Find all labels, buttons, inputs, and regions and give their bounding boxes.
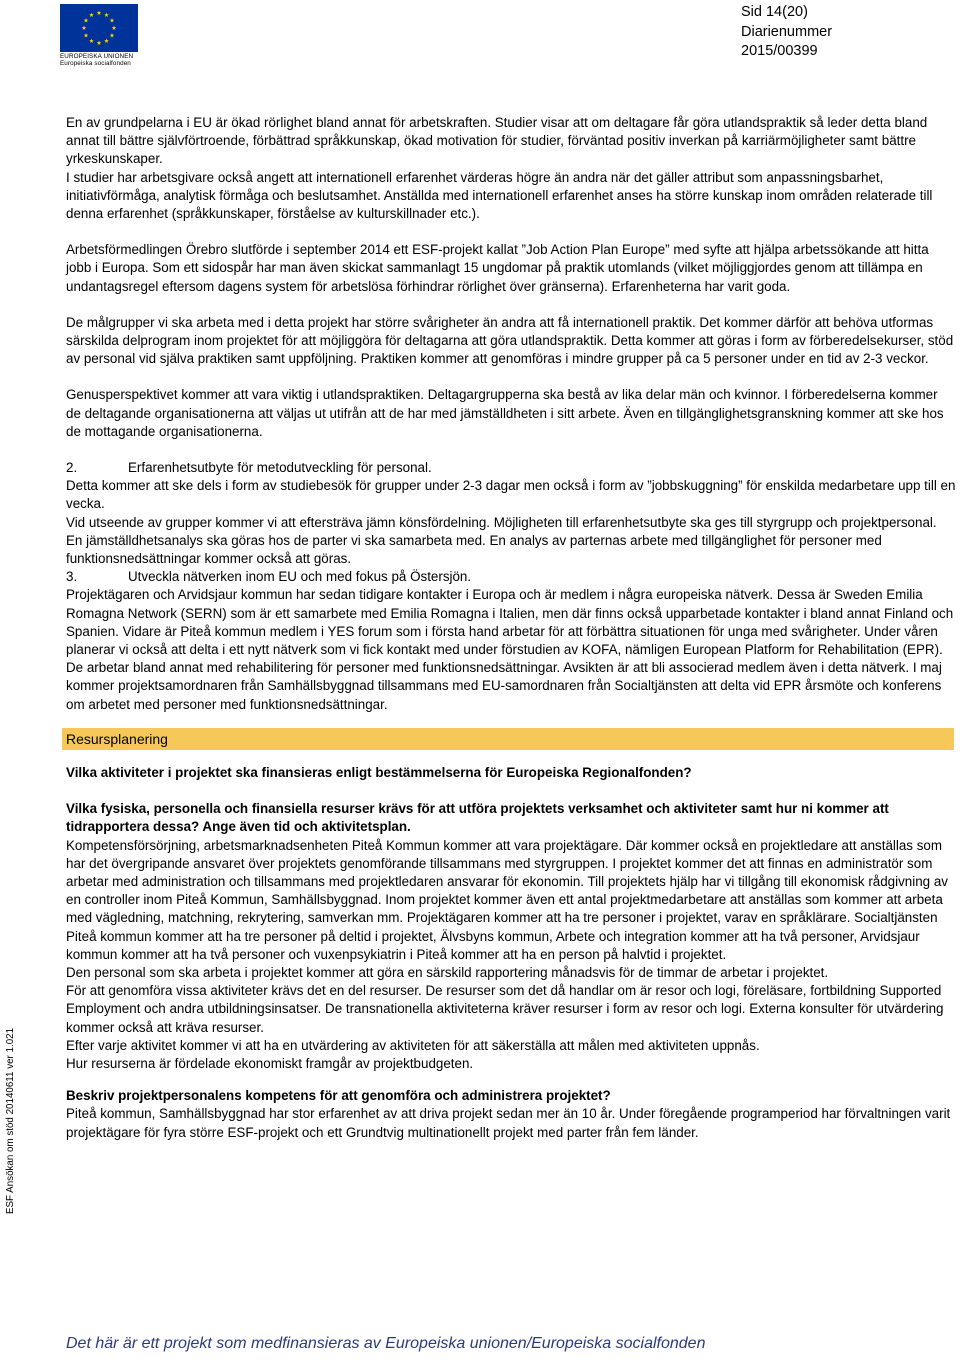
list-number: 2. [66, 460, 78, 476]
footer-text: Det här är ett projekt som medfinansieras av Europeiska unionen/Europeiska socialfonden [66, 1335, 706, 1352]
diarie-number: 2015/00399 [741, 43, 818, 59]
answer-resource-needs: För att genomföra vissa aktiviteter krävs det en del resurser. De resurser som det då handlar om är resor och logi, föreläsare, fortbildning Supported Employment och andra utbildningsinsatser. De transnationella aktiviteterna kräver resurser i form av resor och logi. Externa konsulter för utvärdering kommer också att kräva resurser. [66, 983, 944, 1035]
answer-resources: Kompetensförsörjning, arbetsmarknadsenheten Piteå Kommun kommer att vara projektägare. Där kommer också en projektledare att anställas som har det övergripande ansvaret över projektets genomförande tillsammans med styrgruppen. I projektet kommer det att finnas en administratör som arbetar med administration och tillsammans med projektledaren ansvarar för ekonomin. Till projektets hjälp har vi tillgång till ekonomisk rådgivning av en controller inom Piteå Kommun, Samhällsbyggnad. Inom projektet kommer även ett antal projektmedarbetare att anställas som kommer att arbeta med vägledning, matchning, rekrytering, samverkan mm. Projektägaren kommer att ha tre personer i projektet, varav en språklärare. Socialtjänsten Piteå kommun kommer att ha tre personer på deltid i projektet, Älvsbyns kommun, Arbete och integration kommer att ha två personer, Arvidsjaur kommun kommer att ha två personer och vuxenpsykiatrin i Piteå kommer att ha en person på halvtid i projektet. [66, 837, 948, 962]
answer-budget: Hur resurserna är fördelade ekonomiskt framgår av projektbudgeten. [66, 1055, 474, 1071]
eu-flag-icon [60, 4, 138, 52]
side-version-text: ESF Ansökan om stöd 20140611 ver 1.021 [5, 1027, 16, 1215]
answer-reporting: Den personal som ska arbeta i projektet kommer att göra en särskild rapportering månadsvis för de timmar de arbetar i projektet. [66, 964, 829, 980]
list-item-3 [66, 568, 956, 586]
diarie-label: Diarienummer [741, 23, 833, 40]
list-text: Erfarenhetsutbyte för metodutveckling för personal. [128, 460, 432, 476]
list-number: 3. [66, 569, 78, 585]
list-item-2 [66, 459, 956, 477]
logo-line-2: Europeiska socialfonden [60, 60, 131, 67]
paragraph-gender: Genusperspektivet kommer att vara viktig i utlandspraktiken. Deltagargrupperna ska bestå av lika delar män och kvinnor. I förberedelserna kommer de deltagande organisationerna att väljas ut utifrån att de har med jämställdheten i sitt arbete. Även en tillgänglighetsgranskning kommer att ske hos de mottagande organisationerna. [66, 387, 944, 439]
section-heading: Resursplanering [62, 728, 954, 750]
paragraph-employers: I studier har arbetsgivare också angett att internationell erfarenhet värderas högre än andra när det gäller attribut som anpassningsbarhet, initiativförmåga, analytisk förmåga och beslutsamhet. Anställda med internationell erfarenhet anses ha större kunskap inom områden relaterade till denna erfarenhet (språkkunskaper, förståelse av kulturskillnader etc.). [66, 169, 933, 222]
page-number: Sid 14(20) [741, 4, 808, 20]
paragraph-study-visits: Detta kommer att ske dels i form av studiebesök för grupper under 2-3 dagar men också i form av ”jobbskuggning” för enskilda medarbetare upp till en vecka. [66, 478, 956, 512]
page-header [741, 3, 832, 62]
document-body [66, 114, 956, 1142]
paragraph-arbetsformedlingen: Arbetsförmedlingen Örebro slutförde i september 2014 ett ESF-projekt kallat ”Job Action Plan Europe” med syfte att hjälpa arbetssökande att hitta jobb i Europa. Som ett sidospår har man även skickat sammanlagt 15 ungdomar på praktik utomlands (vilket möjliggjordes genom att tillämpa en undantagsregel eftersom dagens system för arbetslösa förhindrar rörlighet över gränserna). Erfarenheterna har varit goda. [66, 242, 929, 294]
logo-line-1: EUROPEISKA UNIONEN [60, 53, 134, 60]
eu-logo [60, 4, 138, 66]
question-competence: Beskriv projektpersonalens kompetens för att genomföra och administrera projektet? [66, 1088, 611, 1104]
answer-competence: Piteå kommun, Samhällsbyggnad har stor erfarenhet av att driva projekt sedan mer än 10 år. Under föregående programperiod har förvaltningen varit projektägare för fyra större ESF-projekt och ett Grundtvig multinationellt projekt med parter från fem länder. [66, 1106, 951, 1140]
question-resources: Vilka fysiska, personella och finansiella resurser krävs för att utföra projektets verksamhet och aktiviteter samt hur ni kommer att tidrapportera dessa? Ange även tid och aktivitetsplan. [66, 801, 889, 835]
list-text: Utveckla nätverken inom EU och med fokus på Östersjön. [128, 569, 472, 585]
answer-evaluation: Efter varje aktivitet kommer vi att ha en utvärdering av aktiviteten för att säkerställa att målen med aktiviteten uppnås. [66, 1037, 760, 1053]
paragraph-mobility: En av grundpelarna i EU är ökad rörlighet bland annat för arbetskraften. Studier visar att om deltagare får göra utlandspraktik så leder detta bland annat till bättre självförtroende, förbättrad språkkunskap, ökad motivation för studier, förväntad positiv inverkan på karriärmöjligheter samt bättre yrkeskunskaper. [66, 115, 928, 167]
paragraph-target-groups: De målgrupper vi ska arbeta med i detta projekt har större svårigheter än andra att få internationell praktik. Det kommer därför att behöva utformas särskilda delprogram inom projektet för att möjliggöra för deltagarna att göra utlandspraktik. Detta kommer att göras i form av förberedelsekurser, stöd av personal vid själva praktiken samt uppföljning. Praktiken kommer att genomföras i mindre grupper på ca 5 personer under en tid av 2-3 veckor. [66, 314, 954, 367]
paragraph-equality: Vid utseende av grupper kommer vi att eftersträva jämn könsfördelning. Möjligheten till erfarenhetsutbyte ska ges till styrgrupp och projektpersonal. En jämställdhetsanalys ska göras hos de parter vi ska samarbeta med. En analys av parternas arbete med tillgänglighet för personer med funktionsnedsättningar kommer också att göras. [66, 514, 937, 567]
paragraph-networks: Projektägaren och Arvidsjaur kommun har sedan tidigare kontakter i Europa och är medlem i några europeiska nätverk. Dessa är Sweden Emilia Romagna Network (SERN) som är ett samarbete med Emilia Romagna i Italien, men där finns också upparbetade kontakter i bland annat Finland och Spanien. Vidare är Piteå kommun medlem i YES forum som i första hand arbetar för att förbättra situationen för unga med svårigheter. Under våren planerar vi också att delta i ett nytt nätverk som vi fick kontakt med under förstudien av KOFA, nämligen European Platform for Rehabilitation (EPR). De arbetar bland annat med rehabilitering för personer med funktionsnedsättningar. Avsikten är att bli associerad medlem även i detta nätverk. I maj kommer projektsamordnaren från Samhällsbyggnad tillsammans med EU-samordnaren från Socialtjänsten att delta vid EPR årsmöte och konferens om arbetet med personer med funktionsnedsättningar. [66, 587, 954, 712]
question-activities: Vilka aktiviteter i projektet ska finansieras enligt bestämmelserna för Europeiska Regionalfonden? [66, 764, 692, 780]
